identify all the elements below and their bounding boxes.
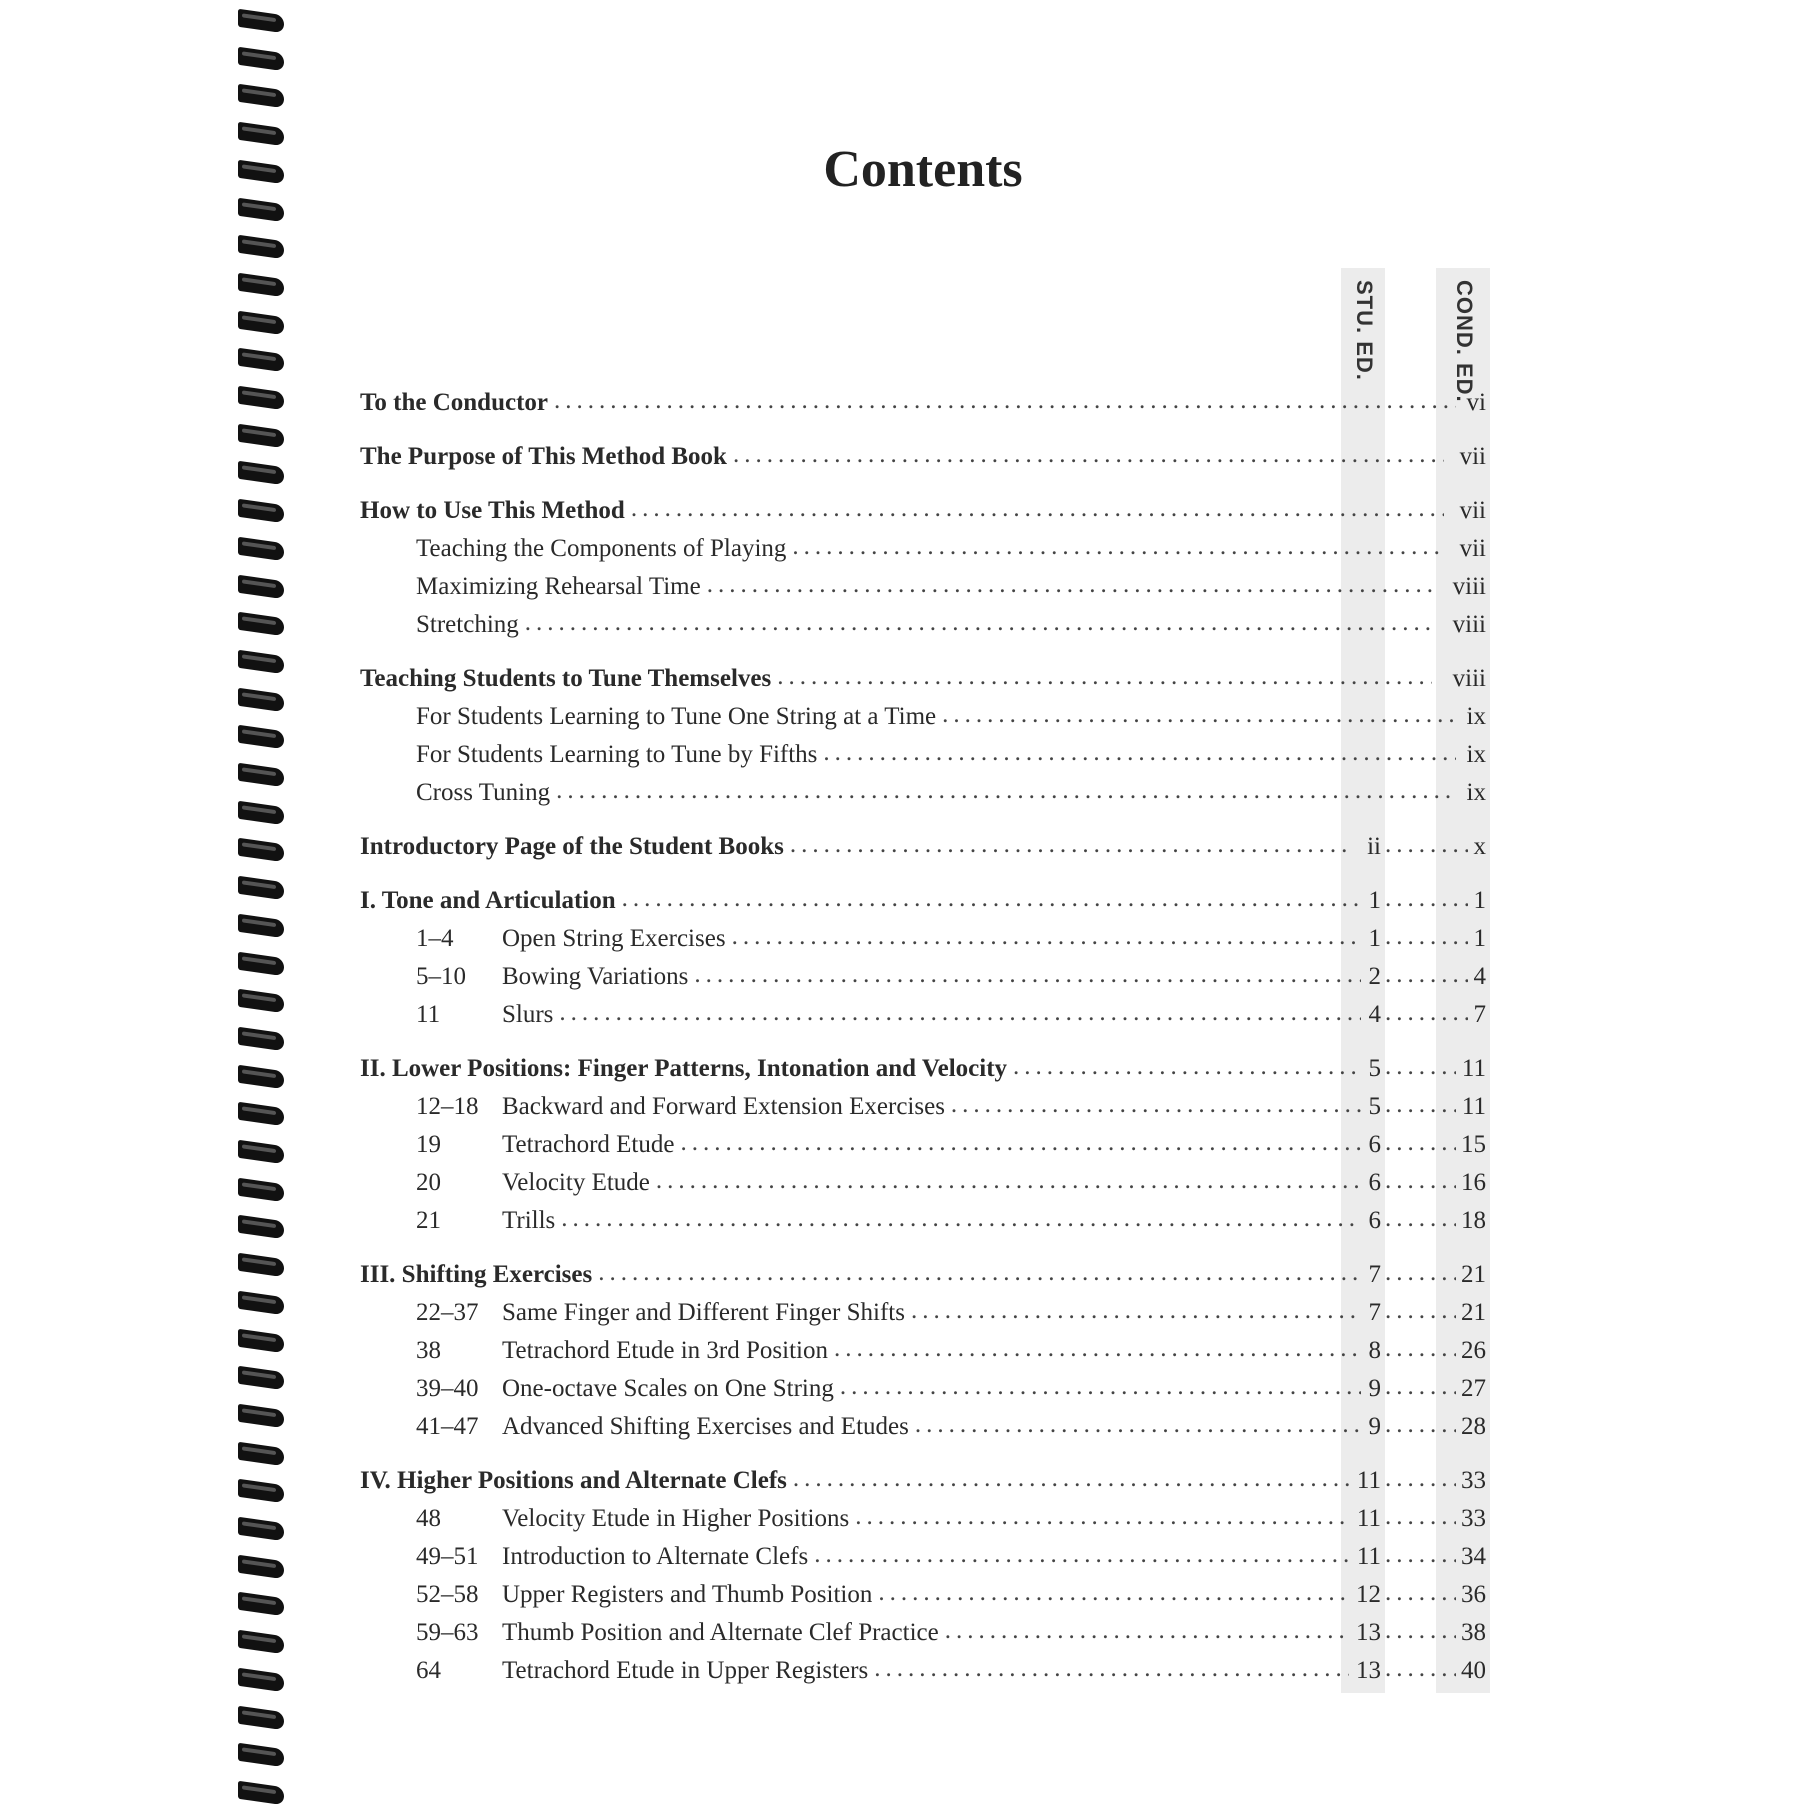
student-page-number: 13 — [1356, 1657, 1381, 1684]
entry-title: Upper Registers and Thumb Position — [502, 1581, 873, 1608]
conductor-edition-column-header: COND. ED. — [1452, 280, 1477, 403]
conductor-page-number: 11 — [1461, 1055, 1486, 1082]
conductor-page-number: 38 — [1461, 1619, 1486, 1646]
spiral-ring — [238, 84, 284, 108]
conductor-page-number: viii — [1452, 573, 1486, 600]
spiral-ring — [238, 1781, 284, 1805]
entry-title: Trills — [502, 1207, 556, 1234]
conductor-page-number: 15 — [1461, 1131, 1486, 1158]
conductor-page-number: ix — [1466, 741, 1486, 768]
leader-dots — [793, 1462, 1349, 1496]
leader-dots — [1385, 920, 1468, 954]
conductor-page-number: 1 — [1473, 925, 1486, 952]
leader-dots — [915, 1408, 1361, 1442]
leader-dots — [1385, 1332, 1456, 1366]
student-page-number: 9 — [1368, 1413, 1381, 1440]
student-page-number: 11 — [1356, 1543, 1381, 1570]
entry-title: Introduction to Alternate Clefs — [502, 1543, 809, 1570]
leader-dots — [1385, 1164, 1456, 1198]
leader-dots — [792, 530, 1444, 564]
entry-title: I. Tone and Articulation — [360, 887, 616, 914]
conductor-page-number: vi — [1466, 389, 1486, 416]
conductor-page-number: 36 — [1461, 1581, 1486, 1608]
toc-entry-row — [0, 1204, 1800, 1238]
student-page-number: 9 — [1368, 1375, 1381, 1402]
conductor-page-number: vii — [1459, 535, 1486, 562]
conductor-page-number: vii — [1459, 443, 1486, 470]
leader-dots — [1385, 1088, 1456, 1122]
exercise-number: 38 — [416, 1337, 441, 1364]
entry-title: Open String Exercises — [502, 925, 726, 952]
entry-title: One-octave Scales on One String — [502, 1375, 834, 1402]
conductor-page-number: viii — [1452, 665, 1486, 692]
conductor-page-number: 33 — [1461, 1467, 1486, 1494]
student-page-number: 12 — [1356, 1581, 1381, 1608]
toc-entry-row — [0, 1578, 1800, 1612]
entry-title: Introductory Page of the Student Books — [360, 833, 784, 860]
entry-title: Tetrachord Etude in Upper Registers — [502, 1657, 869, 1684]
toc-entry-row — [0, 1334, 1800, 1368]
student-page-number: 7 — [1368, 1299, 1381, 1326]
toc-section-row — [0, 1052, 1800, 1086]
entry-title: Velocity Etude — [502, 1169, 650, 1196]
exercise-number: 41–47 — [416, 1413, 479, 1440]
leader-dots — [561, 1202, 1361, 1236]
entry-title: Bowing Variations — [502, 963, 689, 990]
exercise-number: 64 — [416, 1657, 441, 1684]
leader-dots — [1013, 1050, 1361, 1084]
conductor-page-number: x — [1473, 833, 1486, 860]
toc-entry-row — [0, 1090, 1800, 1124]
entry-title: Cross Tuning — [416, 779, 551, 806]
toc-entry-row — [0, 608, 1800, 642]
leader-dots — [840, 1370, 1361, 1404]
toc-section-row — [0, 440, 1800, 474]
entry-title: Teaching Students to Tune Themselves — [360, 665, 772, 692]
toc-entry-row — [0, 738, 1800, 772]
entry-title: II. Lower Positions: Finger Patterns, Intonation and Velocity — [360, 1055, 1008, 1082]
conductor-page-number: vii — [1459, 497, 1486, 524]
conductor-page-number: 27 — [1461, 1375, 1486, 1402]
student-page-number: ii — [1367, 833, 1381, 860]
toc-entry-row — [0, 1654, 1800, 1688]
entry-title: For Students Learning to Tune by Fifths — [416, 741, 818, 768]
exercise-number: 39–40 — [416, 1375, 479, 1402]
student-page-number: 6 — [1368, 1169, 1381, 1196]
leader-dots — [911, 1294, 1361, 1328]
toc-entry-row — [0, 1166, 1800, 1200]
entry-title: The Purpose of This Method Book — [360, 443, 727, 470]
student-page-number: 6 — [1368, 1131, 1381, 1158]
entry-title: IV. Higher Positions and Alternate Clefs — [360, 1467, 787, 1494]
entry-title: Slurs — [502, 1001, 554, 1028]
leader-dots — [1385, 1408, 1456, 1442]
student-page-number: 2 — [1368, 963, 1381, 990]
leader-dots — [834, 1332, 1361, 1366]
student-page-number: 5 — [1368, 1055, 1381, 1082]
leader-dots — [823, 736, 1456, 770]
spiral-ring — [238, 235, 284, 259]
entry-title: Backward and Forward Extension Exercises — [502, 1093, 945, 1120]
conductor-page-number: viii — [1452, 611, 1486, 638]
student-edition-column-header: STU. ED. — [1352, 280, 1377, 381]
leader-dots — [777, 660, 1432, 694]
toc-entry-row — [0, 1410, 1800, 1444]
toc-section-row — [0, 1464, 1800, 1498]
toc-entry-row — [0, 776, 1800, 810]
entry-title: To the Conductor — [360, 389, 548, 416]
spiral-ring — [238, 273, 284, 297]
conductor-page-number: 18 — [1461, 1207, 1486, 1234]
leader-dots — [631, 492, 1444, 526]
toc-entry-row — [0, 998, 1800, 1032]
conductor-page-number: 40 — [1461, 1657, 1486, 1684]
conductor-page-number: 26 — [1461, 1337, 1486, 1364]
student-page-number: 1 — [1368, 887, 1381, 914]
entry-title: Advanced Shifting Exercises and Etudes — [502, 1413, 909, 1440]
entry-title: Thumb Position and Alternate Clef Practice — [502, 1619, 939, 1646]
leader-dots — [1385, 1370, 1456, 1404]
entry-title: Maximizing Rehearsal Time — [416, 573, 701, 600]
leader-dots — [525, 606, 1432, 640]
leader-dots — [1385, 1500, 1456, 1534]
leader-dots — [1385, 1202, 1456, 1236]
spiral-ring — [238, 310, 284, 334]
leader-dots — [598, 1256, 1361, 1290]
leader-dots — [945, 1614, 1349, 1648]
leader-dots — [732, 920, 1361, 954]
spiral-ring — [238, 1441, 284, 1465]
toc-section-row — [0, 830, 1800, 864]
exercise-number: 20 — [416, 1169, 441, 1196]
spiral-ring — [238, 46, 284, 70]
leader-dots — [855, 1500, 1349, 1534]
leader-dots — [1385, 1462, 1456, 1496]
leader-dots — [554, 384, 1456, 418]
leader-dots — [1385, 1256, 1456, 1290]
student-page-number: 6 — [1368, 1207, 1381, 1234]
conductor-page-number: ix — [1466, 703, 1486, 730]
leader-dots — [1385, 828, 1468, 862]
entry-title: Tetrachord Etude in 3rd Position — [502, 1337, 828, 1364]
conductor-page-number: 33 — [1461, 1505, 1486, 1532]
student-page-number: 11 — [1356, 1467, 1381, 1494]
student-page-number: 7 — [1368, 1261, 1381, 1288]
leader-dots — [874, 1652, 1349, 1686]
conductor-page-number: ix — [1466, 779, 1486, 806]
exercise-number: 49–51 — [416, 1543, 479, 1570]
toc-section-row — [0, 1258, 1800, 1292]
leader-dots — [559, 996, 1361, 1030]
toc-entry-row — [0, 1128, 1800, 1162]
toc-entry-row — [0, 700, 1800, 734]
student-page-number: 8 — [1368, 1337, 1381, 1364]
student-page-number: 4 — [1368, 1001, 1381, 1028]
leader-dots — [1385, 1126, 1456, 1160]
entry-title: III. Shifting Exercises — [360, 1261, 593, 1288]
toc-entry-row — [0, 922, 1800, 956]
toc-entry-row — [0, 1502, 1800, 1536]
toc-entry-row — [0, 570, 1800, 604]
conductor-page-number: 7 — [1473, 1001, 1486, 1028]
toc-section-row — [0, 884, 1800, 918]
exercise-number: 19 — [416, 1131, 441, 1158]
student-page-number: 13 — [1356, 1619, 1381, 1646]
leader-dots — [1385, 996, 1468, 1030]
conductor-page-number: 1 — [1473, 887, 1486, 914]
entry-title: Same Finger and Different Finger Shifts — [502, 1299, 905, 1326]
leader-dots — [1385, 1576, 1456, 1610]
entry-title: How to Use This Method — [360, 497, 625, 524]
leader-dots — [1385, 1294, 1456, 1328]
exercise-number: 1–4 — [416, 925, 454, 952]
spiral-ring — [238, 197, 284, 221]
page-title: Contents — [823, 141, 1023, 198]
entry-title: Stretching — [416, 611, 519, 638]
entry-title: Velocity Etude in Higher Positions — [502, 1505, 850, 1532]
leader-dots — [733, 438, 1444, 472]
toc-section-row — [0, 494, 1800, 528]
spiral-ring — [238, 348, 284, 372]
spiral-ring — [238, 1743, 284, 1767]
conductor-page-number: 28 — [1461, 1413, 1486, 1440]
entry-title: Teaching the Components of Playing — [416, 535, 787, 562]
conductor-page-number: 11 — [1461, 1093, 1486, 1120]
toc-entry-row — [0, 960, 1800, 994]
conductor-page-number: 16 — [1461, 1169, 1486, 1196]
toc-entry-row — [0, 1296, 1800, 1330]
leader-dots — [951, 1088, 1361, 1122]
leader-dots — [790, 828, 1349, 862]
leader-dots — [1385, 1614, 1456, 1648]
leader-dots — [680, 1126, 1361, 1160]
leader-dots — [622, 882, 1361, 916]
toc-section-row — [0, 662, 1800, 696]
exercise-number: 12–18 — [416, 1093, 479, 1120]
leader-dots — [707, 568, 1432, 602]
student-page-number: 1 — [1368, 925, 1381, 952]
exercise-number: 5–10 — [416, 963, 466, 990]
exercise-number: 48 — [416, 1505, 441, 1532]
leader-dots — [878, 1576, 1349, 1610]
leader-dots — [656, 1164, 1361, 1198]
conductor-page-number: 21 — [1461, 1261, 1486, 1288]
spiral-ring — [238, 9, 284, 33]
leader-dots — [942, 698, 1456, 732]
leader-dots — [694, 958, 1361, 992]
student-page-number: 5 — [1368, 1093, 1381, 1120]
leader-dots — [814, 1538, 1349, 1572]
exercise-number: 11 — [416, 1001, 441, 1028]
leader-dots — [556, 774, 1456, 808]
leader-dots — [1385, 882, 1468, 916]
spiral-ring — [238, 1705, 284, 1729]
exercise-number: 22–37 — [416, 1299, 479, 1326]
exercise-number: 21 — [416, 1207, 441, 1234]
exercise-number: 52–58 — [416, 1581, 479, 1608]
conductor-page-number: 21 — [1461, 1299, 1486, 1326]
toc-entry-row — [0, 1540, 1800, 1574]
toc-entry-row — [0, 1372, 1800, 1406]
leader-dots — [1385, 1652, 1456, 1686]
entry-title: For Students Learning to Tune One String at a Time — [416, 703, 937, 730]
leader-dots — [1385, 958, 1468, 992]
student-page-number: 11 — [1356, 1505, 1381, 1532]
toc-section-row — [0, 386, 1800, 420]
conductor-page-number: 4 — [1473, 963, 1486, 990]
toc-entry-row — [0, 532, 1800, 566]
conductor-page-number: 34 — [1461, 1543, 1486, 1570]
entry-title: Tetrachord Etude — [502, 1131, 675, 1158]
toc-entry-row — [0, 1616, 1800, 1650]
leader-dots — [1385, 1538, 1456, 1572]
leader-dots — [1385, 1050, 1456, 1084]
exercise-number: 59–63 — [416, 1619, 479, 1646]
